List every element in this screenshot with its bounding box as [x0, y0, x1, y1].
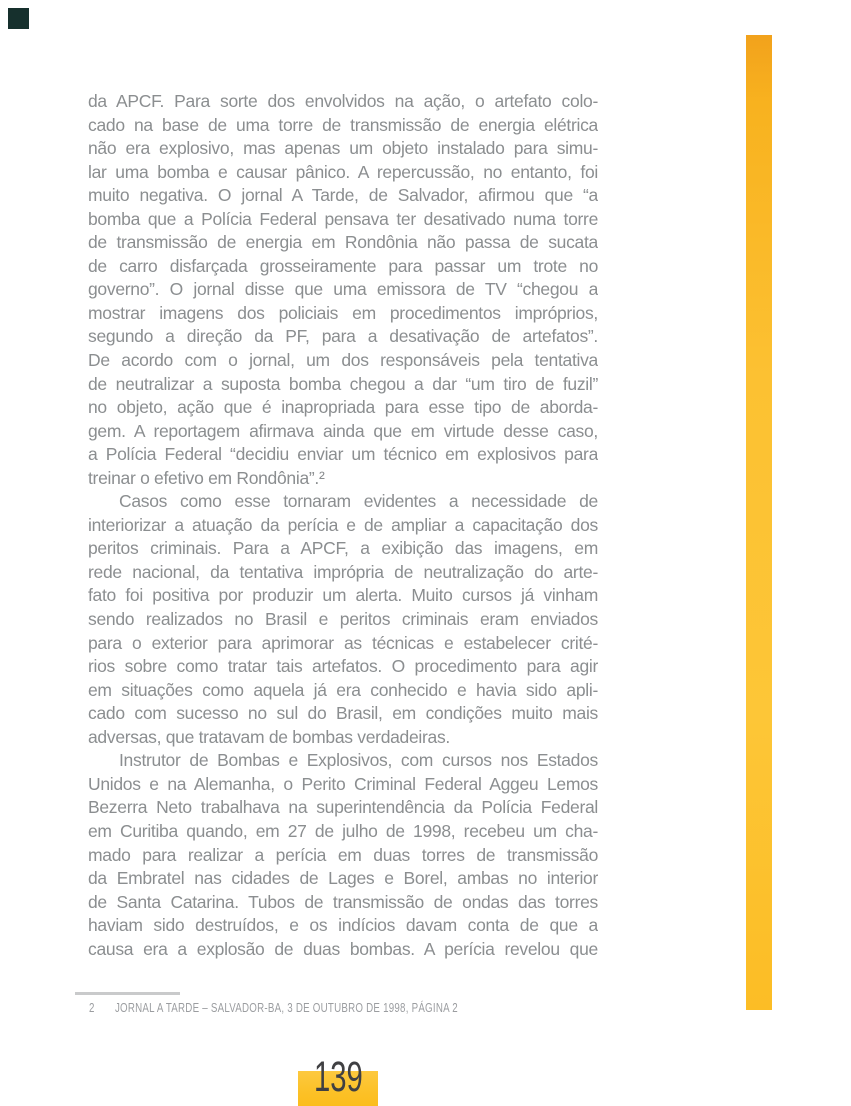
text-line: não era explosivo, mas apenas um objeto instalado para simu-	[88, 138, 598, 159]
text-line: cado na base de uma torre de transmissão de energia elétrica	[88, 114, 598, 135]
text-line: Instrutor de Bombas e Explosivos, com cursos nos Estados	[119, 750, 598, 771]
text-line: em situações como aquela já era conhecido e havia sido apli-	[88, 679, 598, 700]
text-line: de carro disfarçada grosseiramente para passar um trote no	[88, 255, 598, 276]
text-line: rios sobre como tratar tais artefatos. O procedimento para agir	[88, 656, 598, 677]
footnote	[89, 1001, 458, 1015]
text-line: sendo realizados no Brasil e peritos criminais eram enviados	[88, 609, 598, 630]
text-line: de neutralizar a suposta bomba chegou a dar “um tiro de fuzil”	[88, 373, 598, 394]
text-line: bomba que a Polícia Federal pensava ter desativado numa torre	[88, 208, 598, 229]
text-line: em Curitiba quando, em 27 de julho de 1998, recebeu um cha-	[88, 820, 598, 841]
text-line: mado para realizar a perícia em duas torres de transmissão	[88, 844, 598, 865]
corner-mark	[8, 8, 29, 29]
text-line: haviam sido destruídos, e os indícios davam conta de que a	[88, 915, 598, 936]
text-line: muito negativa. O jornal A Tarde, de Salvador, afirmou que “a	[88, 185, 598, 206]
page-number: 139	[314, 1053, 363, 1101]
text-line: no objeto, ação que é inapropriada para esse tipo de aborda-	[88, 397, 598, 418]
text-line: interiorizar a atuação da perícia e de ampliar a capacitação dos	[88, 514, 598, 535]
footnote-text: JORNAL A TARDE – SALVADOR-BA, 3 DE OUTUBRO DE 1998, PÁGINA 2	[114, 1001, 458, 1015]
text-line: lar uma bomba e causar pânico. A repercussão, no entanto, foi	[88, 161, 598, 182]
text-line: treinar o efetivo em Rondônia”.²	[88, 467, 325, 488]
text-line: a Polícia Federal “decidiu enviar um técnico em explosivos para	[88, 444, 598, 465]
text-line: segundo a direção da PF, para a desativação de artefatos”.	[88, 326, 598, 347]
text-line: adversas, que tratavam de bombas verdadeiras.	[88, 726, 450, 747]
text-line: gem. A reportagem afirmava ainda que em virtude desse caso,	[88, 420, 598, 441]
text-line: rede nacional, da tentativa imprópria de neutralização do arte-	[88, 561, 598, 582]
text-line: mostrar imagens dos policiais em procedimentos impróprios,	[88, 302, 598, 323]
text-line: fato foi positiva por produzir um alerta. Muito cursos já vinham	[88, 585, 598, 606]
footnote-divider	[75, 992, 180, 995]
text-line: De acordo com o jornal, um dos responsáveis pela tentativa	[88, 350, 598, 371]
text-line: Casos como esse tornaram evidentes a necessidade de	[119, 491, 598, 512]
footnote-marker: 2	[89, 1001, 95, 1015]
text-line: Bezerra Neto trabalhava na superintendência da Polícia Federal	[88, 797, 598, 818]
text-line: Unidos e na Alemanha, o Perito Criminal Federal Aggeu Lemos	[88, 773, 598, 794]
text-line: causa era a explosão de duas bombas. A perícia revelou que	[88, 938, 598, 959]
text-line: peritos criminais. Para a APCF, a exibição das imagens, em	[88, 538, 598, 559]
text-line: da Embratel nas cidades de Lages e Borel, ambas no interior	[88, 868, 598, 889]
text-line: para o exterior para aprimorar as técnicas e estabelecer crité-	[88, 632, 598, 653]
page-edge-tab	[746, 35, 772, 1010]
text-line: cado com sucesso no sul do Brasil, em condições muito mais	[88, 703, 598, 724]
text-line: governo”. O jornal disse que uma emissora de TV “chegou a	[88, 279, 598, 300]
text-line: da APCF. Para sorte dos envolvidos na ação, o artefato colo-	[88, 91, 598, 111]
text-line: de Santa Catarina. Tubos de transmissão de ondas das torres	[88, 891, 598, 912]
body-text-column	[88, 90, 598, 961]
text-line: de transmissão de energia em Rondônia não passa de sucata	[88, 232, 598, 253]
